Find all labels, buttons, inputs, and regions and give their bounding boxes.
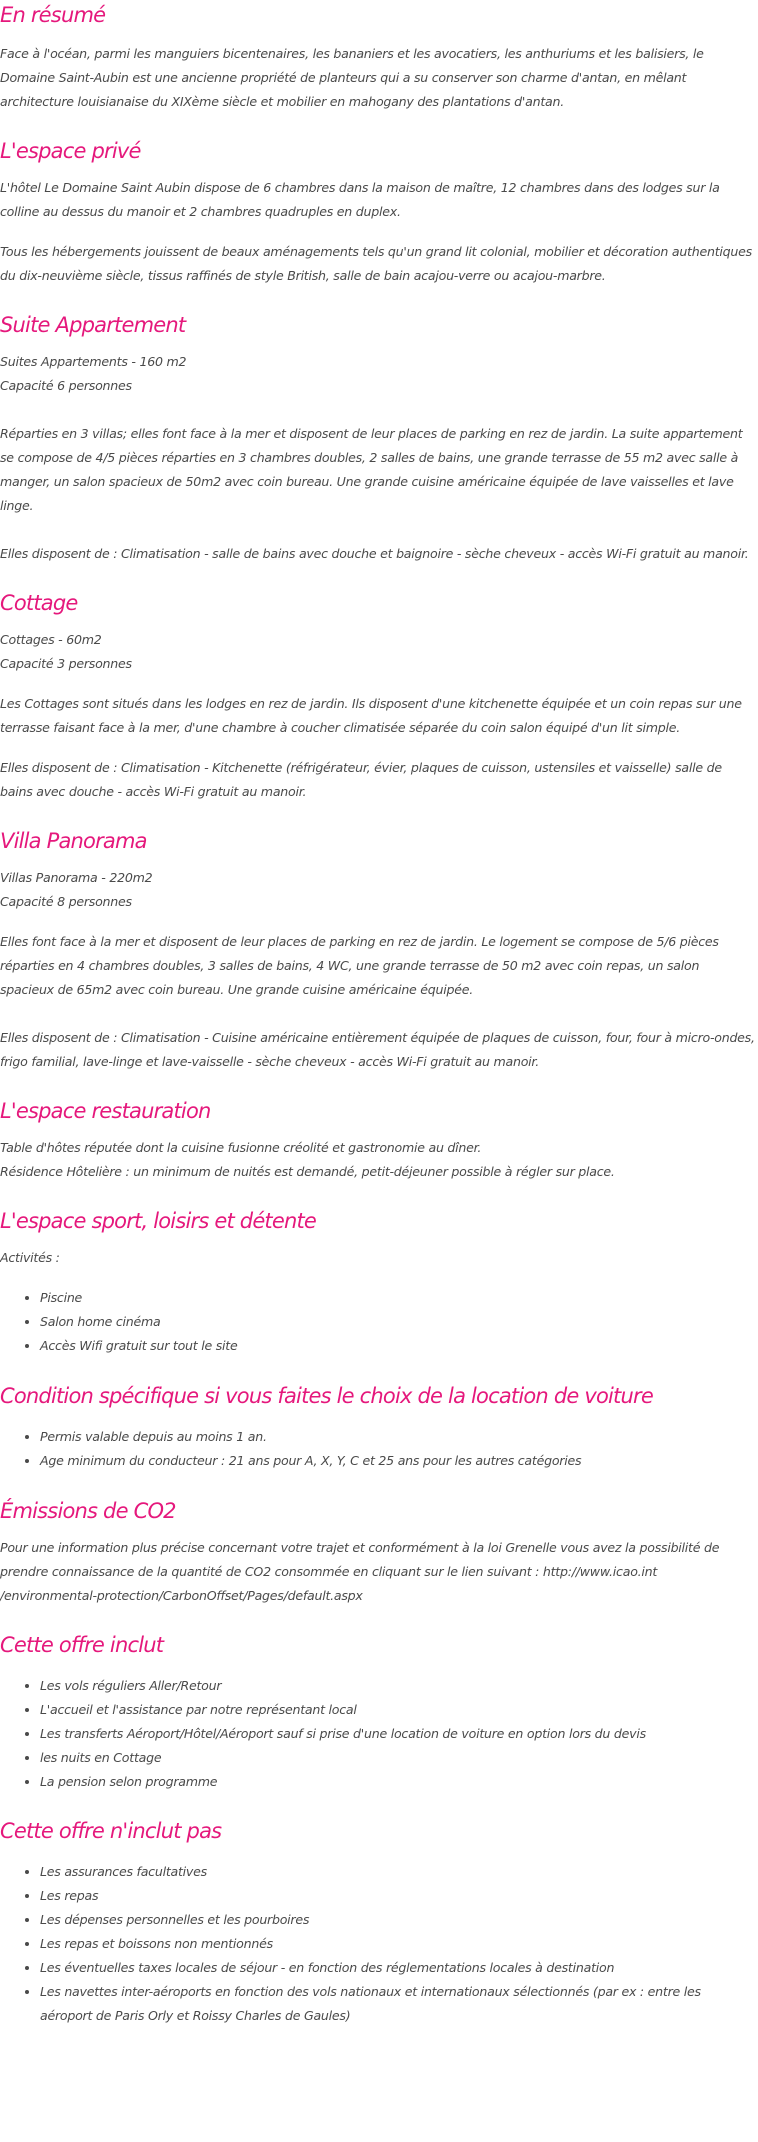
ninclut-list — [0, 1860, 756, 2028]
list-item: • Les navettes inter-aéroports en fonction des vols nationaux et internationaux sélectionnés (par ex : entre les aéroport de Paris Orly et Roissy Charles de Gaules) — [40, 1980, 756, 2028]
list-item: • Salon home cinéma — [40, 1310, 756, 1334]
list-item: • L'accueil et l'assistance par notre représentant local — [40, 1698, 756, 1722]
section-heading-ninclut: Cette offre n'inclut pas — [0, 1819, 222, 1843]
section-heading-sport: L'espace sport, loisirs et détente — [0, 1209, 317, 1233]
villa-surface: Villas Panorama - 220m2 — [0, 870, 153, 885]
list-item: • Les assurances facultatives — [40, 1860, 756, 1884]
suite-paragraph-1: Réparties en 3 villas; elles font face à la mer et disposent de leur places de parking en rez de jardin. La suite appartement se compose de 4/5 pièces réparties en 3 chambres doubles, 2 salles de bains, une grande terrasse de 55 m2 avec salle à manger, un salon spacieux de 50m2 avec coin bureau. Une grande cuisine américaine équipée de lave vaisselles et lave linge. — [0, 426, 743, 513]
villa-paragraph-2: Elles disposent de : Climatisation - Cuisine américaine entièrement équipée de plaques de cuisson, four, four à micro-ondes, frigo familial, lave-linge et lave-vaisselle - sèche cheveux - accès Wi-Fi gratuit au manoir. — [0, 1030, 755, 1069]
list-item: • Age minimum du conducteur : 21 ans pour A, X, Y, C et 25 ans pour les autres catégories — [40, 1449, 756, 1473]
restauration-line-2: Résidence Hôtelière : un minimum de nuités est demandé, petit-déjeuner possible à régler sur place. — [0, 1164, 615, 1179]
list-item: • Les éventuelles taxes locales de séjour - en fonction des réglementations locales à destination — [40, 1956, 756, 1980]
suite-capacity: Capacité 6 personnes — [0, 378, 132, 393]
section-heading-location: Condition spécifique si vous faites le choix de la location de voiture — [0, 1384, 653, 1408]
suite-paragraph-2: Elles disposent de : Climatisation - salle de bains avec douche et baignoire - sèche cheveux - accès Wi-Fi gratuit au manoir. — [0, 546, 749, 561]
list-item: • Les transferts Aéroport/Hôtel/Aéroport sauf si prise d'une location de voiture en option lors du devis — [40, 1722, 756, 1746]
list-item: • La pension selon programme — [40, 1770, 756, 1794]
list-item: • Les dépenses personnelles et les pourboires — [40, 1908, 756, 1932]
section-heading-espace-prive: L'espace privé — [0, 139, 141, 163]
suite-surface: Suites Appartements - 160 m2 — [0, 354, 187, 369]
section-heading-co2: Émissions de CO2 — [0, 1499, 176, 1523]
villa-capacity: Capacité 8 personnes — [0, 894, 132, 909]
list-item: • les nuits en Cottage — [40, 1746, 756, 1770]
list-item: • Piscine — [40, 1286, 756, 1310]
list-item: • Les repas — [40, 1884, 756, 1908]
sport-list — [0, 1286, 756, 1358]
cottage-surface: Cottages - 60m2 — [0, 632, 102, 647]
location-list — [0, 1425, 756, 1473]
section-heading-villa: Villa Panorama — [0, 829, 147, 853]
espace-prive-paragraph-2: Tous les hébergements jouissent de beaux aménagements tels qu'un grand lit colonial, mobilier et décoration authentiques du dix-neuvième siècle, tissus raffinés de style British, salle de bain acajou-verre ou acajou-marbre. — [0, 244, 752, 283]
offer-description — [0, 1, 758, 2028]
list-item: • Accès Wifi gratuit sur tout le site — [40, 1334, 756, 1358]
co2-paragraph: Pour une information plus précise concernant votre trajet et conformément à la loi Grenelle vous avez la possibilité de prendre connaissance de la quantité de CO2 consommée en cliquant sur le lien suivant : http://www.icao.int /environmental-protection/CarbonOffset/Pages/default.aspx — [0, 1540, 720, 1603]
list-item: • Les vols réguliers Aller/Retour — [40, 1674, 756, 1698]
villa-details — [0, 866, 756, 914]
cottage-capacity: Capacité 3 personnes — [0, 656, 132, 671]
section-heading-resume: En résumé — [0, 3, 106, 27]
suite-details — [0, 350, 756, 398]
restauration-line-1: Table d'hôtes réputée dont la cuisine fusionne créolité et gastronomie au dîner. — [0, 1140, 482, 1155]
list-item: • Les repas et boissons non mentionnés — [40, 1932, 756, 1956]
cottage-paragraph-2: Elles disposent de : Climatisation - Kitchenette (réfrigérateur, évier, plaques de cuisson, ustensiles et vaisselle) salle de bains avec douche - accès Wi-Fi gratuit au manoir. — [0, 760, 722, 799]
section-heading-suite: Suite Appartement — [0, 313, 186, 337]
villa-paragraph-1: Elles font face à la mer et disposent de leur places de parking en rez de jardin. Le logement se compose de 5/6 pièces réparties en 4 chambres doubles, 3 salles de bains, 4 WC, une grande terrasse de 50 m2 avec coin repas, un salon spacieux de 65m2 avec coin bureau. Une grande cuisine américaine équipée. — [0, 934, 719, 997]
espace-prive-paragraph-1: L'hôtel Le Domaine Saint Aubin dispose de 6 chambres dans la maison de maître, 12 chambres dans des lodges sur la colline au dessus du manoir et 2 chambres quadruples en duplex. — [0, 180, 720, 219]
restauration-details — [0, 1136, 756, 1184]
cottage-details — [0, 628, 756, 676]
list-item: • Permis valable depuis au moins 1 an. — [40, 1425, 756, 1449]
resume-paragraph: Face à l'océan, parmi les manguiers bicentenaires, les bananiers et les avocatiers, les anthuriums et les balisiers, le Domaine Saint-Aubin est une ancienne propriété de planteurs qui a su conserver son charme d'antan, en mêlant architecture louisianaise du XIXème siècle et mobilier en mahogany des plantations d'antan. — [0, 46, 704, 109]
section-heading-restauration: L'espace restauration — [0, 1099, 211, 1123]
section-heading-inclut: Cette offre inclut — [0, 1633, 164, 1657]
cottage-paragraph-1: Les Cottages sont situés dans les lodges en rez de jardin. Ils disposent d'une kitchenette équipée et un coin repas sur une terrasse faisant face à la mer, d'une chambre à coucher climatisée séparée du coin salon équipé d'un lit simple. — [0, 696, 742, 735]
inclut-list — [0, 1674, 756, 1794]
section-heading-cottage: Cottage — [0, 591, 78, 615]
sport-intro: Activités : — [0, 1250, 60, 1265]
